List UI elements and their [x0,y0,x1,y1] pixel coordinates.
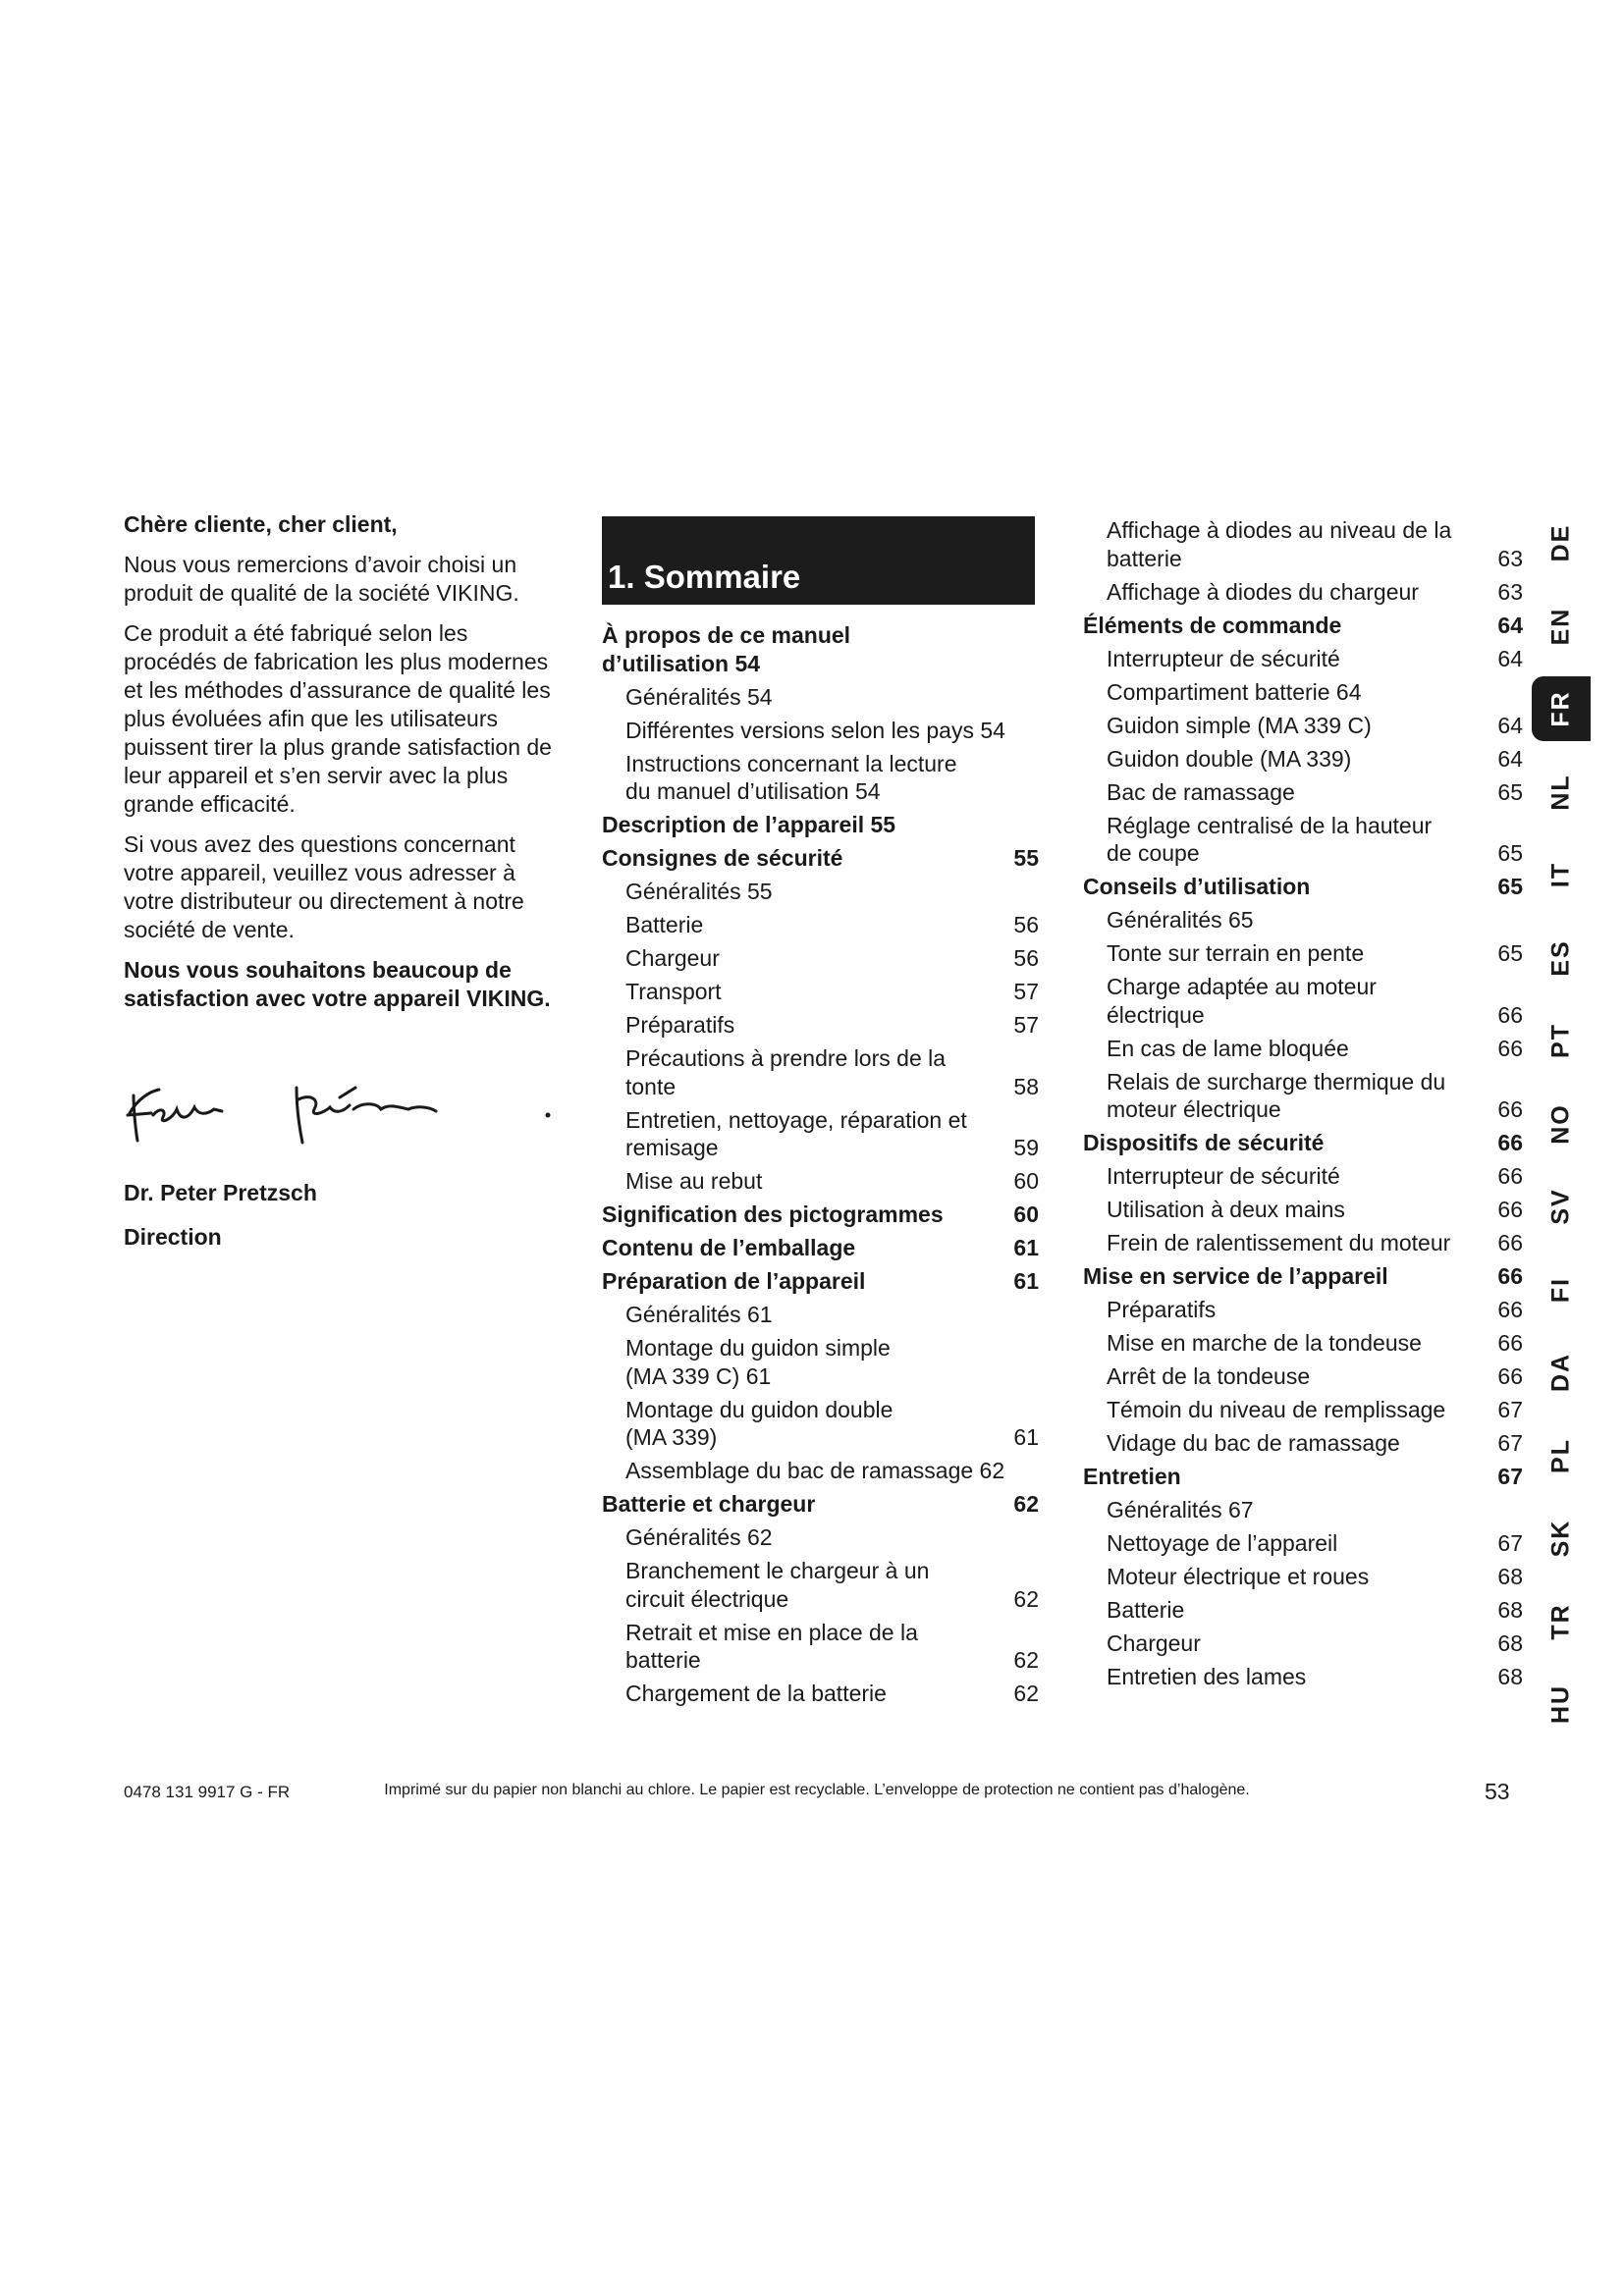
toc-list [602,621,1039,1708]
toc-entry-page: 66 [1497,1363,1523,1389]
toc-entry-label: Généralités 54 [625,683,773,710]
toc-entry-label: Instructions concernant la lecture du manuel d’utilisation 54 [625,750,957,804]
toc-section-entry [602,1490,1039,1519]
language-tab-fi [1532,1257,1591,1322]
toc-entry-label: Relais de surcharge thermique du moteur électrique [1107,1068,1446,1122]
toc-subsection-entry [602,683,1039,712]
toc-entry-label: Vidage du bac de ramassage [1107,1430,1400,1456]
toc-entry-label: Réglage centralisé de la hauteur de coupe [1107,812,1433,866]
toc-subsection-entry [1083,1629,1523,1658]
toc-entry-page: 66 [1497,1330,1523,1356]
toc-section-entry [1083,1463,1523,1491]
signer-block [124,1178,317,1266]
toc-entry-page: 65 [1497,778,1523,805]
toc-section-entry [1083,1262,1523,1291]
language-tab-hu [1532,1672,1591,1736]
toc-entry-page: 62 [1013,1491,1039,1517]
welcome-letter [124,510,564,1025]
language-tab-label: SK [1546,1519,1575,1558]
toc-entry-page: 68 [1497,1564,1523,1589]
toc-section-entry [602,844,1039,873]
toc-entry-label: Description de l’appareil 55 [602,812,896,837]
language-tab-fr [1532,676,1591,741]
toc-entry-page: 57 [1013,1012,1039,1038]
language-tab-label: SV [1546,1188,1575,1225]
toc-entry-label: Interrupteur de sécurité [1107,1163,1340,1189]
toc-column-middle [602,516,1039,1713]
letter-paragraph: Nous vous remercions d’avoir choisi un produit de qualité de la société VIKING. [124,552,519,606]
toc-subsection-entry [1083,1596,1523,1625]
toc-entry-page: 66 [1497,1230,1523,1255]
toc-entry-label: Branchement le chargeur à un circuit électrique [625,1558,930,1612]
toc-subsection-entry [1083,1429,1523,1458]
toc-entry-label: Chargeur [1107,1630,1201,1656]
toc-entry-page: 62 [1013,1585,1039,1612]
toc-section-entry [602,811,1039,839]
toc-entry-page: 66 [1497,1001,1523,1028]
toc-entry-page: 61 [1013,1424,1039,1450]
toc-entry-page: 62 [1013,1647,1039,1673]
toc-entry-label: Batterie et chargeur [602,1491,816,1517]
language-tab-label: HU [1546,1683,1575,1725]
toc-list [1083,516,1523,1691]
toc-entry-label: Utilisation à deux mains [1107,1197,1345,1222]
language-tab-label: EN [1546,607,1575,645]
language-tab-label: ES [1546,938,1575,977]
toc-entry-label: Entretien [1083,1464,1181,1489]
toc-subsection-entry [602,1396,1039,1452]
toc-entry-page: 64 [1497,612,1523,638]
toc-entry-label: Retrait et mise en place de la batterie [625,1619,918,1673]
toc-section-entry [602,1267,1039,1296]
toc-entry-page: 67 [1497,1464,1523,1489]
toc-entry-label: Entretien des lames [1107,1664,1307,1689]
language-tab-pl [1532,1423,1591,1488]
language-tab-label: PL [1546,1437,1575,1473]
toc-entry-page: 58 [1013,1073,1039,1099]
toc-entry-label: Chargement de la batterie [625,1681,887,1706]
toc-entry-page: 66 [1497,1096,1523,1122]
toc-subsection-entry [602,1167,1039,1196]
toc-entry-page: 67 [1497,1397,1523,1422]
toc-title: 1. Sommaire [602,516,1035,605]
toc-subsection-entry [1083,812,1523,868]
toc-entry-label: Mise en service de l’appareil [1083,1263,1388,1289]
language-tab-label: PT [1546,1023,1575,1058]
toc-subsection-entry [602,1557,1039,1613]
toc-subsection-entry [602,944,1039,973]
toc-entry-label: Assemblage du bac de ramassage 62 [625,1458,1005,1483]
toc-entry-label: Témoin du niveau de remplissage [1107,1397,1446,1422]
letter-paragraph: Ce produit a été fabriqué selon les procédés de fabrication les plus modernes et les méthodes d’assurance de qualité les plus évoluées afin que les utilisateurs puissent tirer la plus grande satisfaction de leur appareil et s’en servir avec la plus grande efficacité. [124,620,552,817]
toc-subsection-entry [1083,516,1523,572]
toc-subsection-entry [1083,712,1523,740]
page-number: 53 [1485,1779,1510,1804]
paper-note: Imprimé sur du papier non blanchi au chlore. Le papier est recyclable. L’enveloppe de protection ne contient pas d’halogène. [384,1782,1250,1798]
toc-subsection-entry [1083,678,1523,707]
language-tab-sk [1532,1506,1591,1571]
toc-entry-label: Charge adaptée au moteur électrique [1107,974,1377,1028]
toc-entry-page: 64 [1497,712,1523,738]
language-tabs [1532,510,1591,1747]
toc-entry-page: 66 [1497,1130,1523,1155]
toc-entry-label: Bac de ramassage [1107,778,1295,805]
language-tab-it [1532,842,1591,907]
toc-subsection-entry [1083,906,1523,934]
toc-entry-label: Entretien, nettoyage, réparation et remisage [625,1106,967,1160]
toc-entry-label: Éléments de commande [1083,612,1342,638]
toc-entry-label: Batterie [1107,1597,1185,1623]
toc-subsection-entry [1083,645,1523,673]
toc-entry-label: Guidon double (MA 339) [1107,745,1352,772]
letter-closing: Nous vous souhaitons beaucoup de satisfaction avec votre appareil VIKING. [124,957,551,1011]
language-tab-label: NO [1546,1102,1575,1145]
toc-entry-page: 64 [1497,745,1523,772]
toc-entry-page: 66 [1497,1297,1523,1322]
toc-entry-label: Nettoyage de l’appareil [1107,1530,1338,1556]
toc-entry-label: Moteur électrique et roues [1107,1564,1370,1589]
toc-entry-label: Dispositifs de sécurité [1083,1130,1325,1155]
toc-subsection-entry [602,1619,1039,1675]
toc-entry-page: 55 [1013,845,1039,871]
toc-entry-label: Interrupteur de sécurité [1107,645,1340,671]
toc-entry-label: Affichage à diodes du chargeur [1107,578,1419,605]
toc-entry-page: 56 [1013,945,1039,971]
toc-entry-label: Montage du guidon double (MA 339) [625,1396,893,1450]
toc-entry-page: 64 [1497,645,1523,671]
toc-section-entry [602,1201,1039,1229]
language-tab-label: FR [1546,690,1575,727]
toc-entry-label: Différentes versions selon les pays 54 [625,717,1005,743]
language-tab-sv [1532,1174,1591,1239]
language-tab-en [1532,594,1591,659]
toc-entry-page: 56 [1013,912,1039,937]
toc-entry-page: 65 [1497,874,1523,899]
toc-entry-label: Mise au rebut [625,1168,763,1194]
toc-entry-label: En cas de lame bloquée [1107,1035,1349,1061]
toc-entry-page: 68 [1497,1597,1523,1623]
toc-section-entry [1083,612,1523,640]
toc-entry-label: Préparatifs [1107,1297,1217,1322]
toc-subsection-entry [1083,1229,1523,1257]
toc-subsection-entry [1083,1396,1523,1424]
toc-subsection-entry [1083,745,1523,774]
toc-entry-page: 63 [1497,578,1523,605]
toc-section-entry [1083,1129,1523,1157]
handwritten-signature [124,1070,566,1148]
signer-role: Direction [124,1224,222,1250]
toc-entry-label: Signification des pictogrammes [602,1201,944,1227]
toc-entry-page: 62 [1013,1681,1039,1706]
toc-subsection-entry [602,1334,1039,1390]
toc-entry-label: Généralités 65 [1107,907,1254,933]
toc-entry-label: Généralités 61 [625,1302,773,1327]
toc-entry-page: 66 [1497,1263,1523,1289]
toc-entry-label: Chargeur [625,945,720,971]
toc-entry-label: Tonte sur terrain en pente [1107,940,1365,966]
toc-entry-page: 65 [1497,840,1523,866]
toc-entry-label: Précautions à prendre lors de la tonte [625,1045,947,1099]
toc-entry-page: 65 [1497,940,1523,966]
language-tab-es [1532,926,1591,990]
toc-subsection-entry [1083,1162,1523,1191]
toc-entry-page: 59 [1013,1135,1039,1160]
toc-entry-page: 60 [1013,1168,1039,1194]
toc-section-entry [602,621,1039,677]
language-tab-label: FI [1546,1276,1575,1303]
toc-entry-label: Préparation de l’appareil [602,1268,866,1294]
toc-entry-page: 66 [1497,1163,1523,1189]
toc-section-entry [602,1234,1039,1262]
toc-subsection-entry [1083,939,1523,968]
toc-subsection-entry [602,978,1039,1006]
language-tab-label: DE [1546,523,1575,562]
toc-subsection-entry [602,1106,1039,1162]
toc-entry-label: Préparatifs [625,1012,735,1038]
toc-entry-label: Transport [625,979,722,1004]
toc-entry-page: 61 [1013,1268,1039,1294]
language-tab-label: IT [1546,861,1575,888]
toc-subsection-entry [1083,1362,1523,1391]
toc-subsection-entry [602,750,1039,806]
toc-entry-page: 67 [1497,1530,1523,1556]
toc-entry-label: Frein de ralentissement du moteur [1107,1230,1451,1255]
toc-entry-page: 68 [1497,1630,1523,1656]
toc-entry-label: Batterie [625,912,704,937]
toc-entry-page: 63 [1497,545,1523,571]
document-code: 0478 131 9917 G - FR [124,1783,291,1801]
language-tab-nl [1532,760,1591,825]
toc-entry-label: Généralités 67 [1107,1497,1254,1522]
toc-entry-label: Arrêt de la tondeuse [1107,1363,1311,1389]
language-tab-da [1532,1340,1591,1405]
toc-subsection-entry [1083,1329,1523,1358]
toc-subsection-entry [1083,1529,1523,1558]
toc-entry-label: Guidon simple (MA 339 C) [1107,712,1372,738]
toc-column-right [1083,516,1523,1696]
toc-subsection-entry [602,717,1039,745]
toc-section-entry [1083,873,1523,901]
toc-subsection-entry [1083,1663,1523,1691]
toc-subsection-entry [1083,1296,1523,1324]
toc-subsection-entry [602,1044,1039,1100]
toc-entry-label: Affichage à diodes au niveau de la batterie [1107,517,1452,571]
toc-subsection-entry [602,911,1039,939]
toc-entry-label: À propos de ce manuel d’utilisation 54 [602,622,851,676]
toc-entry-label: Contenu de l’emballage [602,1235,856,1260]
toc-entry-label: Généralités 62 [625,1524,773,1550]
toc-subsection-entry [602,878,1039,906]
toc-subsection-entry [1083,1563,1523,1591]
toc-entry-page: 57 [1013,979,1039,1004]
language-tab-label: DA [1546,1352,1575,1393]
toc-entry-label: Consignes de sécurité [602,845,843,871]
toc-subsection-entry [1083,778,1523,807]
toc-subsection-entry [602,1011,1039,1040]
language-tab-label: NL [1546,773,1575,811]
toc-subsection-entry [1083,578,1523,607]
toc-subsection-entry [602,1301,1039,1329]
toc-subsection-entry [602,1523,1039,1552]
language-tab-pt [1532,1008,1591,1073]
toc-subsection-entry [1083,1035,1523,1063]
toc-subsection-entry [1083,1196,1523,1224]
toc-entry-page: 68 [1497,1664,1523,1689]
toc-entry-label: Généralités 55 [625,879,773,904]
toc-entry-label: Conseils d’utilisation [1083,874,1311,899]
toc-subsection-entry [1083,1068,1523,1124]
toc-entry-page: 66 [1497,1035,1523,1061]
toc-entry-page: 67 [1497,1430,1523,1456]
signer-name: Dr. Peter Pretzsch [124,1180,317,1205]
language-tab-tr [1532,1589,1591,1654]
letter-paragraph: Si vous avez des questions concernant votre appareil, veuillez vous adresser à votre distributeur ou directement à notre société de vente. [124,831,524,942]
toc-entry-label: Compartiment batterie 64 [1107,678,1362,705]
language-tab-de [1532,510,1591,575]
toc-subsection-entry [602,1457,1039,1485]
toc-subsection-entry [1083,973,1523,1029]
language-tab-no [1532,1092,1591,1156]
toc-subsection-entry [602,1680,1039,1708]
toc-subsection-entry [1083,1496,1523,1524]
toc-entry-page: 66 [1497,1197,1523,1222]
toc-entry-label: Montage du guidon simple (MA 339 C) 61 [625,1335,891,1389]
toc-entry-label: Mise en marche de la tondeuse [1107,1330,1422,1356]
toc-entry-page: 61 [1013,1235,1039,1260]
language-tab-label: TR [1546,1602,1575,1640]
letter-greeting: Chère cliente, cher client, [124,511,398,537]
toc-entry-page: 60 [1013,1201,1039,1227]
